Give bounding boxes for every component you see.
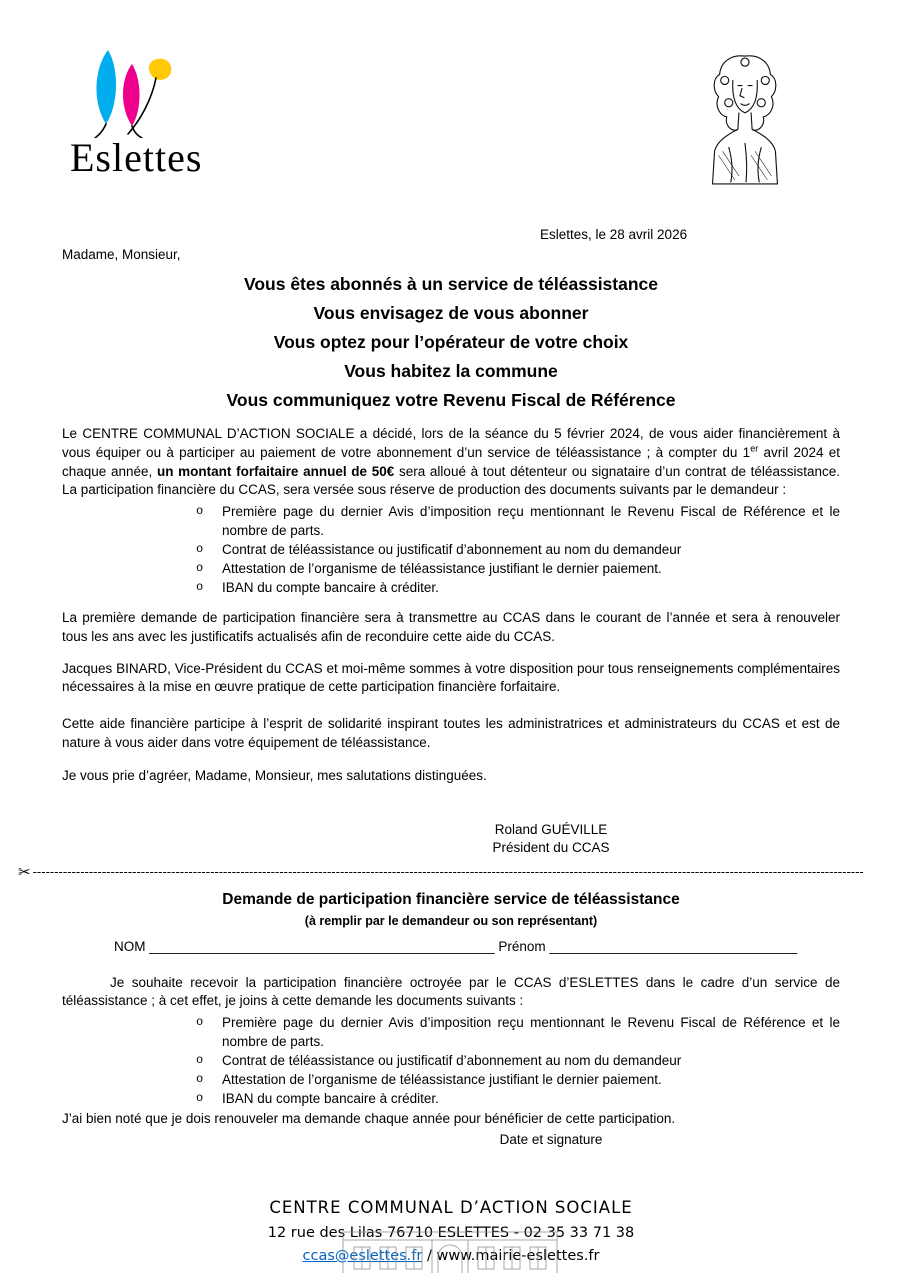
list-item — [62, 1052, 840, 1071]
list-item — [62, 541, 840, 560]
signature-block — [262, 821, 840, 857]
form-subtitle: (à remplir par le demandeur ou son représentant) — [304, 914, 598, 929]
list-item — [62, 503, 840, 541]
list-item-text: IBAN du compte bancaire à créditer. — [222, 1090, 439, 1106]
email-link[interactable]: ccas@eslettes.fr — [302, 1247, 423, 1264]
paragraph-text: avril 2024 et chaque année, — [62, 444, 841, 479]
headline-4: Vous habitez la commune — [344, 360, 558, 381]
superscript-er: er — [750, 443, 759, 454]
paragraph-closing: Je vous prie d’agréer, Madame, Monsieur, mes salutations distinguées. — [62, 768, 487, 784]
form-documents-list — [62, 1014, 840, 1108]
nom-blank-field: ______________________________________________ — [149, 938, 495, 954]
paragraph-renewal: La première demande de participation financière sera à transmettre au CCAS dans le courant de l’année et sera à renouveler tous les ans avec les justificatifs actualisés afin de reconduire cette aide du CCAS. — [62, 609, 840, 644]
footer-address: 12 rue des Lilas 76710 ESLETTES - 02 35 33 71 38 — [267, 1224, 635, 1241]
bullet-icon: o — [196, 1090, 204, 1105]
cut-line — [18, 862, 870, 883]
bullet-icon: o — [196, 561, 204, 576]
scissors-icon: ✂ — [18, 864, 31, 882]
paragraph-decision — [62, 425, 840, 501]
list-item-text: Contrat de téléassistance ou justificatif d’abonnement au nom du demandeur — [222, 542, 682, 558]
bullet-icon: o — [196, 1072, 204, 1086]
name-fields-row — [114, 938, 840, 957]
headline-5: Vous communiquez votre Revenu Fiscal de Référence — [226, 389, 676, 410]
marianne-bust-image — [704, 50, 786, 190]
salutation: Madame, Monsieur, — [62, 246, 181, 262]
bullet-icon: o — [196, 504, 204, 519]
list-item — [62, 1071, 840, 1090]
list-item-text: Attestation de l’organisme de téléassistance justifiant le dernier paiement. — [222, 1072, 662, 1087]
eslettes-logo-icon — [70, 46, 220, 138]
bullet-icon: o — [196, 1053, 204, 1068]
website-text: www.mairie-eslettes.fr — [436, 1247, 600, 1264]
form-note: J’ai bien noté que je dois renouveler ma demande chaque année pour bénéficier de cette participation. — [62, 1110, 676, 1126]
date-signature-label: Date et signature — [499, 1131, 603, 1147]
form-title: Demande de participation financière service de téléassistance — [222, 891, 680, 909]
amount-bold-text: un montant forfaitaire annuel de 50€ — [156, 463, 395, 479]
paragraph-text: sera alloué à tout détenteur ou signataire d’un contrat de téléassistance. La participation financière du CCAS, sera versée sous réserve de production des documents suivants par le demandeur : — [62, 463, 840, 498]
headline-3: Vous optez pour l’opérateur de votre choix — [273, 331, 629, 352]
list-item-text: Première page du dernier Avis d’imposition reçu mentionnant le Revenu Fiscal de Référence et le nombre de parts. — [222, 1015, 840, 1050]
footer-separator: / — [422, 1247, 437, 1264]
header — [62, 0, 840, 190]
headline-1: Vous êtes abonnés à un service de téléassistance — [243, 273, 659, 294]
headline-block — [62, 270, 840, 415]
list-item — [62, 1090, 840, 1109]
paragraph-text: Le CENTRE COMMUNAL D’ACTION SOCIALE a décidé, lors de la séance du 5 février 2024, de vous aider financièrement à vous équiper ou à participer au paiement de votre abonnement d’un service de téléassistance ; à compter du 1 — [62, 425, 840, 460]
list-item-text: Attestation de l’organisme de téléassistance justifiant le dernier paiement. — [222, 561, 662, 577]
dashed-line: ------------------------------------------------------------------------------------------------------------------------------------------------------------------------------------------------ — [32, 864, 864, 880]
logo-wordmark: Eslettes — [70, 134, 203, 180]
bullet-icon: o — [196, 542, 204, 557]
mairie-sketch-image — [340, 1227, 560, 1273]
list-item-text: IBAN du compte bancaire à créditer. — [222, 579, 439, 595]
prenom-blank-field: _________________________________ — [549, 938, 798, 954]
signer-title: Président du CCAS — [492, 840, 610, 856]
documents-list — [62, 503, 840, 597]
form-request-paragraph: Je souhaite recevoir la participation financière octroyée par le CCAS d’ESLETTES dans le cadre d’un service de téléassistance ; à cet effet, je joins à cette demande les documents suivants : — [62, 974, 840, 1009]
nom-label: NOM — [114, 938, 146, 954]
prenom-label: Prénom — [498, 938, 546, 954]
date-line: Eslettes, le 28 avril 2026 — [540, 227, 688, 242]
headline-2: Vous envisagez de vous abonner — [313, 302, 589, 323]
paragraph-solidarity: Cette aide financière participe à l’esprit de solidarité inspirant toutes les administratrices et administrateurs du CCAS et est de nature à vous aider dans votre équipement de téléassistance. — [62, 716, 840, 751]
list-item-text: Première page du dernier Avis d’imposition reçu mentionnant le Revenu Fiscal de Référence et le nombre de parts. — [222, 504, 840, 539]
bullet-icon: o — [196, 1015, 204, 1030]
footer-org-name: CENTRE COMMUNAL D’ACTION SOCIALE — [269, 1197, 633, 1217]
list-item-text: Contrat de téléassistance ou justificatif d’abonnement au nom du demandeur — [222, 1053, 682, 1069]
signer-name: Roland GUÉVILLE — [494, 822, 608, 838]
list-item — [62, 579, 840, 598]
list-item — [62, 560, 840, 579]
eslettes-logo — [70, 46, 240, 186]
paragraph-contact: Jacques BINARD, Vice-Président du CCAS et moi-même sommes à votre disposition pour tous renseignements complémentaires nécessaires à la mise en œuvre pratique de cette participation financière forfaitaire. — [62, 660, 840, 695]
list-item — [62, 1014, 840, 1052]
bullet-icon: o — [196, 579, 204, 594]
marianne-engraving-icon — [704, 50, 786, 190]
